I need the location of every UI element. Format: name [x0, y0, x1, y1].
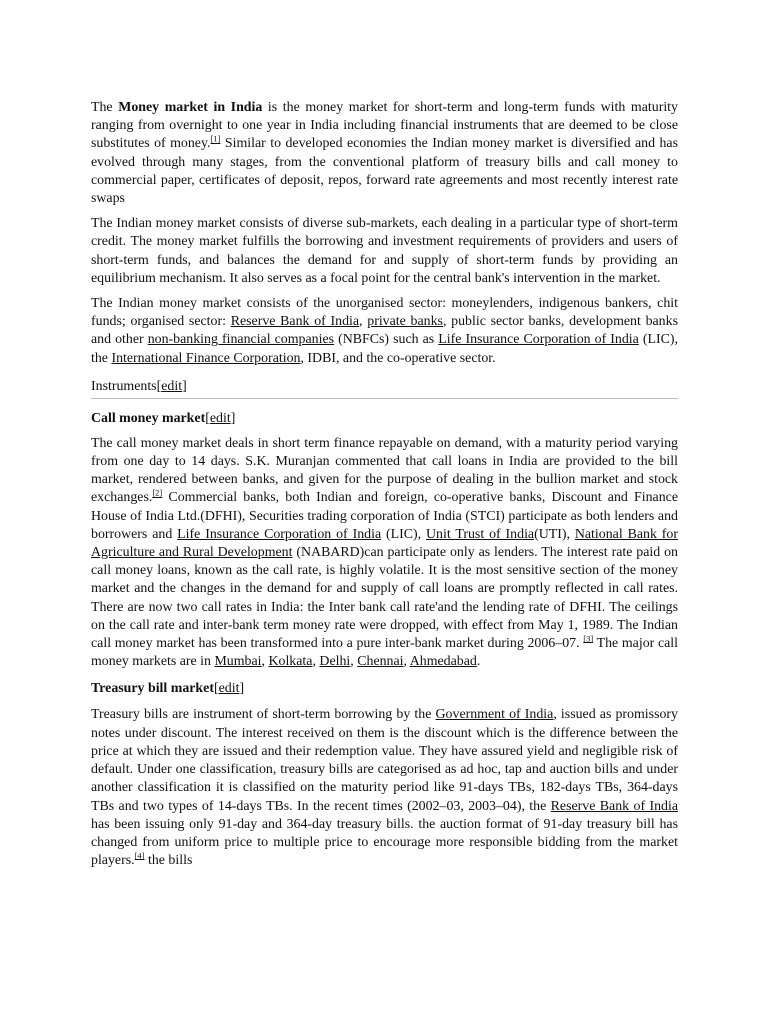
separator: , [261, 654, 269, 670]
link-private-banks[interactable]: private banks [367, 314, 443, 330]
heading-text: Call money market [91, 410, 206, 426]
text-run: The major call money markets are in [91, 636, 678, 670]
link-delhi[interactable]: Delhi [319, 654, 351, 670]
text-run: (LIC), [381, 526, 427, 542]
link-ahmedabad[interactable]: Ahmedabad [409, 654, 477, 670]
link-non-banking-financial-companies[interactable]: non-banking financial companies [147, 332, 335, 348]
heading-text: Treasury bill market [91, 681, 214, 697]
text-run: Similar to developed economies the Indian money market is diversified and has evolved through many stages, from the conventional platform of treasury bills and call money to commercial paper, certificates of deposit, repos, forward rate agreements and most recently interest rate swaps [91, 136, 678, 207]
treasury-bill-paragraph [91, 706, 678, 870]
link-life-insurance-corporation[interactable]: Life Insurance Corporation of India [177, 526, 382, 542]
bracket: ] [239, 681, 245, 697]
call-money-paragraph [91, 435, 678, 672]
bracket: [ [205, 410, 210, 426]
reference-link-3[interactable]: [3] [583, 633, 594, 644]
text-run: , public sector banks, development banks and other [91, 314, 678, 348]
link-mumbai[interactable]: Mumbai [214, 654, 262, 670]
edit-link-call-money[interactable]: edit [209, 410, 231, 426]
text-run: The Indian money market consists of the unorganised sector: moneylenders, indigenous bankers, chit funds; organised sector: [91, 296, 678, 330]
text-run: the bills [144, 853, 193, 869]
link-unit-trust-of-india[interactable]: Unit Trust of India [426, 526, 535, 542]
submarkets-paragraph: The Indian money market consists of diverse sub-markets, each dealing in a particular type of short-term credit. The money market fulfills the borrowing and investment requirements of providers and users of short-term funds, and balances the demand for and supply of short-term funds by providing an equilibrium mechanism. It also serves as a focal point for the central bank's intervention in the market. [91, 216, 678, 286]
separator: , [350, 654, 358, 670]
link-international-finance-corporation[interactable]: International Finance Corporation [111, 350, 301, 366]
link-government-of-india[interactable]: Government of India [435, 707, 554, 723]
heading-text: Instruments [91, 378, 157, 394]
link-life-insurance-corporation[interactable]: Life Insurance Corporation of India [438, 332, 639, 348]
link-reserve-bank-of-india[interactable]: Reserve Bank of India [230, 314, 360, 330]
reference-link-4[interactable]: [4] [134, 850, 145, 861]
text-run: (UTI), [534, 526, 575, 542]
link-kolkata[interactable]: Kolkata [268, 654, 313, 670]
call-money-heading [91, 410, 678, 428]
edit-link-instruments[interactable]: edit [161, 378, 183, 394]
text-run: (NABARD)can participate only as lenders. The interest rate paid on call money loans, known as the call rate, is highly volatile. It is the most sensitive section of the money market and the changes in the demand for and supply of call loans are promptly reflected in call rates. There are now two call rates in India: the Inter bank call rate'and the lending rate of DFHI. The ceilings on the call rate and inter-bank term money rate were dropped, with effect from May 1, 1989. The Indian call money market has been transformed into a pure inter-bank market during 2006–07. [91, 545, 678, 652]
text-run: Commercial banks, both Indian and foreign, co-operative banks, Discount and Finance House of India Ltd.(DFHI), Securities trading corporation of India (STCI) participate as both lenders and borrowers and [91, 490, 678, 542]
edit-link-treasury-bill[interactable]: edit [218, 681, 240, 697]
link-chennai[interactable]: Chennai [357, 654, 404, 670]
reference-link-2[interactable]: [2] [152, 487, 163, 498]
separator: , [312, 654, 320, 670]
text-run: The call money market deals in short term finance repayable on demand, with a maturity period varying from one day to 14 days. S.K. Muranjan commented that call loans in India are provided to the bill market, rendered between banks, and given for the purpose of dealing in the bullion market and stock exchanges. [91, 435, 678, 506]
link-nabard[interactable]: National Bank for Agriculture and Rural Development [91, 526, 678, 561]
reference-link-1[interactable]: [1] [210, 133, 221, 144]
text-run: . [476, 654, 481, 670]
article-body [91, 99, 678, 870]
bracket: [ [213, 681, 219, 697]
text-run: (NBFCs) such as [334, 332, 439, 348]
text-run: (LIC), the [91, 332, 678, 366]
link-reserve-bank-of-india[interactable]: Reserve Bank of India [550, 798, 679, 814]
text-run: The [91, 100, 119, 115]
text-run: is the money market for short-term and long-term funds with maturity ranging from overnight to one year in India including financial instruments that are deemed to be close substitutes of money. [91, 100, 678, 152]
article-subject: Money market in India [118, 100, 263, 115]
sectors-paragraph [91, 295, 678, 368]
text-run: , IDBI, and the co-operative sector. [300, 350, 496, 366]
separator: , [403, 654, 410, 670]
text-run: , issued as promissory notes under discount. The interest received on them is the discount which is the difference between the price at which they are issued and their redemption value. They have assured yield and negligible risk of default. Under one classification, treasury bills are categorised as ad hoc, tap and auction bills and under another classification it is classified on the maturity period like 91-days TBs, 182-days TBs, 364-days TBs and two types of 14-days TBs. In the recent times (2002–03, 2003–04), the [91, 707, 678, 814]
bracket: [ [156, 378, 162, 394]
intro-paragraph [91, 99, 678, 208]
instruments-heading [91, 378, 678, 399]
bracket: ] [230, 410, 236, 426]
text-run: Treasury bills are instrument of short-term borrowing by the [91, 707, 436, 723]
bracket: ] [182, 378, 187, 394]
text-run: , [359, 314, 368, 330]
treasury-bill-heading [91, 680, 678, 698]
text-run: has been issuing only 91-day and 364-day treasury bills. the auction format of 91-day treasury bill has changed from uniform price to multiple price to encourage more responsible bidding from the market players. [91, 816, 678, 869]
